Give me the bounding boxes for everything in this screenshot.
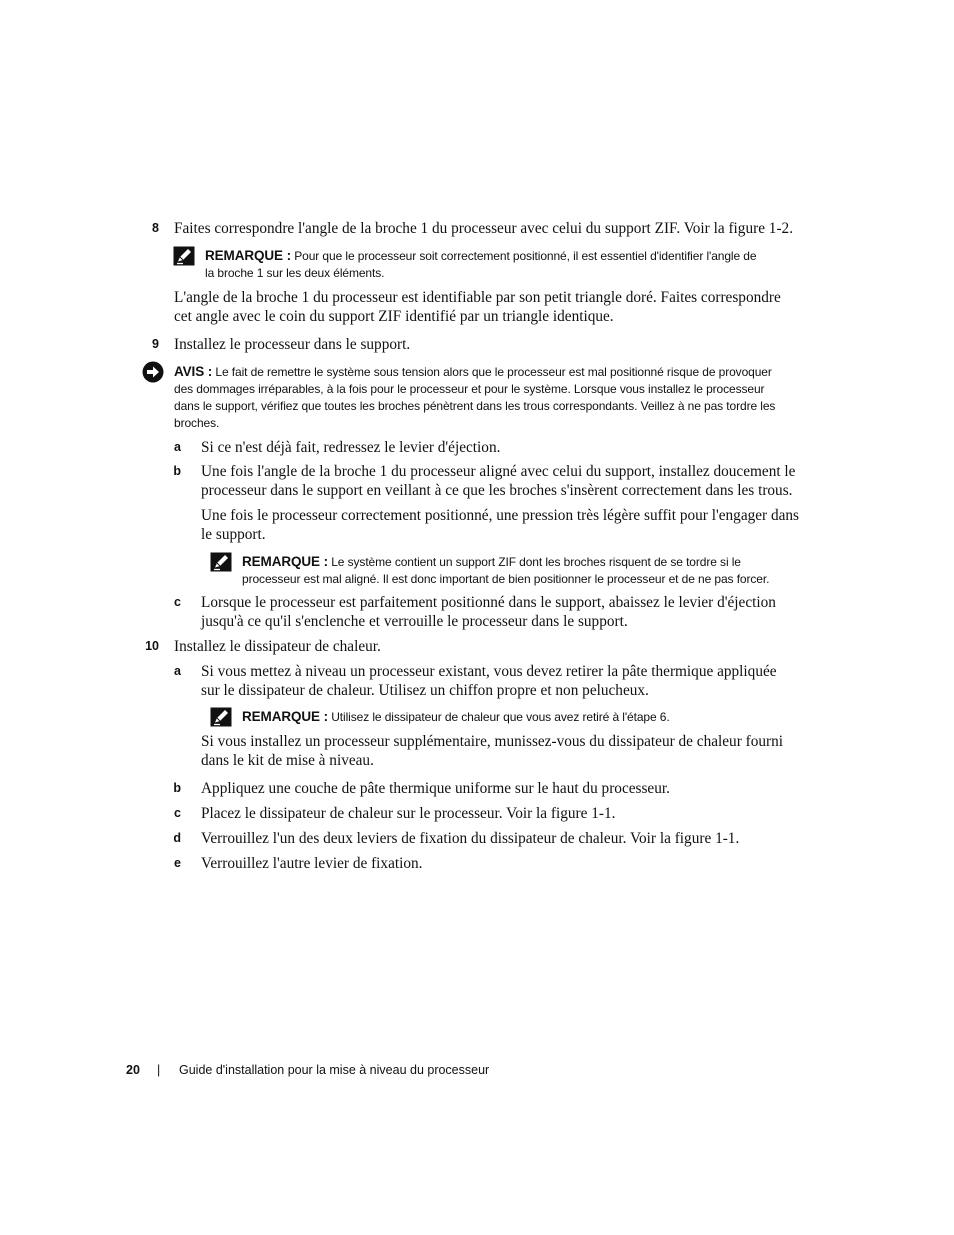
pencil-note-icon xyxy=(210,707,232,727)
paragraph-line: L'angle de la broche 1 du processeur est identifiable par son petit triangle doré. Faites correspondre xyxy=(174,289,781,306)
note-line: Pour que le processeur soit correctement positionné, il est essentiel d'identifier l'angle de xyxy=(294,249,757,263)
substep-text: Verrouillez l'autre levier de fixation. xyxy=(201,855,423,872)
substep-line: Lorsque le processeur est parfaitement positionné dans le support, abaissez le levier d'éjection xyxy=(201,594,776,611)
substep-text xyxy=(201,462,795,500)
step-text: Installez le processeur dans le support. xyxy=(174,336,411,353)
substep-letter: d xyxy=(173,831,181,845)
pencil-note-icon xyxy=(173,246,195,266)
note-line: processeur est mal aligné. Il est donc important de bien positionner le processeur et de ne pas forcer. xyxy=(242,572,770,586)
paragraph xyxy=(201,506,799,544)
step-number: 8 xyxy=(152,221,159,235)
substep-line: processeur dans le support en veillant à ce que les broches s'insèrent correctement dans les trous. xyxy=(201,482,793,499)
substep-line: sur le dissipateur de chaleur. Utilisez un chiffon propre et non pelucheux. xyxy=(201,682,649,699)
paragraph-line: cet angle avec le coin du support ZIF identifié par un triangle identique. xyxy=(174,308,614,325)
page-number: 20 xyxy=(126,1063,140,1077)
paragraph-line: Si vous installez un processeur supplémentaire, munissez-vous du dissipateur de chaleur fourni xyxy=(201,733,783,750)
step-text: Installez le dissipateur de chaleur. xyxy=(174,638,381,655)
substep-text xyxy=(201,662,777,700)
step-text: Faites correspondre l'angle de la broche 1 du processeur avec celui du support ZIF. Voir la figure 1-2. xyxy=(174,220,794,237)
substep-letter: c xyxy=(174,806,181,820)
substep-text: Si ce n'est déjà fait, redressez le levier d'éjection. xyxy=(201,439,501,456)
substep-line: Une fois l'angle de la broche 1 du processeur aligné avec celui du support, installez doucement le xyxy=(201,463,796,480)
footer-separator: | xyxy=(157,1063,161,1077)
note-label: REMARQUE : xyxy=(205,248,291,263)
note-block xyxy=(242,708,670,726)
substep-line: jusqu'à ce qu'il s'enclenche et verrouille le processeur dans le support. xyxy=(201,613,628,630)
note-line: Le système contient un support ZIF dont les broches risquent de se tordre si le xyxy=(331,555,741,569)
notice-block xyxy=(174,363,775,432)
note-block xyxy=(205,247,756,282)
step-number: 9 xyxy=(152,337,159,351)
notice-line: dans le support, vérifiez que toutes les broches pénètrent dans les trous correspondants. Veillez à ne pas tordre les xyxy=(174,399,776,413)
substep-letter: b xyxy=(173,464,181,478)
substep-line: Si vous mettez à niveau un processeur existant, vous devez retirer la pâte thermique appliquée xyxy=(201,663,777,680)
note-line: la broche 1 sur les deux éléments. xyxy=(205,266,385,280)
substep-letter: c xyxy=(174,595,181,609)
paragraph xyxy=(201,732,783,770)
paragraph-line: le support. xyxy=(201,526,266,543)
substep-letter: e xyxy=(174,856,181,870)
footer-title: Guide d'installation pour la mise à niveau du processeur xyxy=(179,1063,490,1077)
note-label: REMARQUE : xyxy=(242,554,328,569)
substep-letter: a xyxy=(174,440,181,454)
paragraph-line: dans le kit de mise à niveau. xyxy=(201,752,374,769)
substep-text: Verrouillez l'un des deux leviers de fixation du dissipateur de chaleur. Voir la figure 1-1. xyxy=(201,830,740,847)
notice-label: AVIS : xyxy=(174,364,213,379)
note-line: Utilisez le dissipateur de chaleur que vous avez retiré à l'étape 6. xyxy=(331,710,670,724)
substep-letter: b xyxy=(173,781,181,795)
note-label: REMARQUE : xyxy=(242,709,328,724)
paragraph xyxy=(174,288,781,326)
substep-text: Appliquez une couche de pâte thermique uniforme sur le haut du processeur. xyxy=(201,780,670,797)
substep-text xyxy=(201,593,776,631)
notice-line: Le fait de remettre le système sous tension alors que le processeur est mal positionné risque de provoquer xyxy=(215,365,772,379)
notice-line: des dommages irréparables, à la fois pour le processeur et pour le système. Lorsque vous installez le processeur xyxy=(174,382,765,396)
substep-letter: a xyxy=(174,664,181,678)
arrow-circle-icon xyxy=(142,361,164,383)
step-number: 10 xyxy=(145,639,159,653)
paragraph-line: Une fois le processeur correctement positionné, une pression très légère suffit pour l'engager dans xyxy=(201,507,800,524)
note-block xyxy=(242,553,769,588)
pencil-note-icon xyxy=(210,552,232,572)
substep-text: Placez le dissipateur de chaleur sur le processeur. Voir la figure 1-1. xyxy=(201,805,616,822)
notice-line: broches. xyxy=(174,416,220,430)
